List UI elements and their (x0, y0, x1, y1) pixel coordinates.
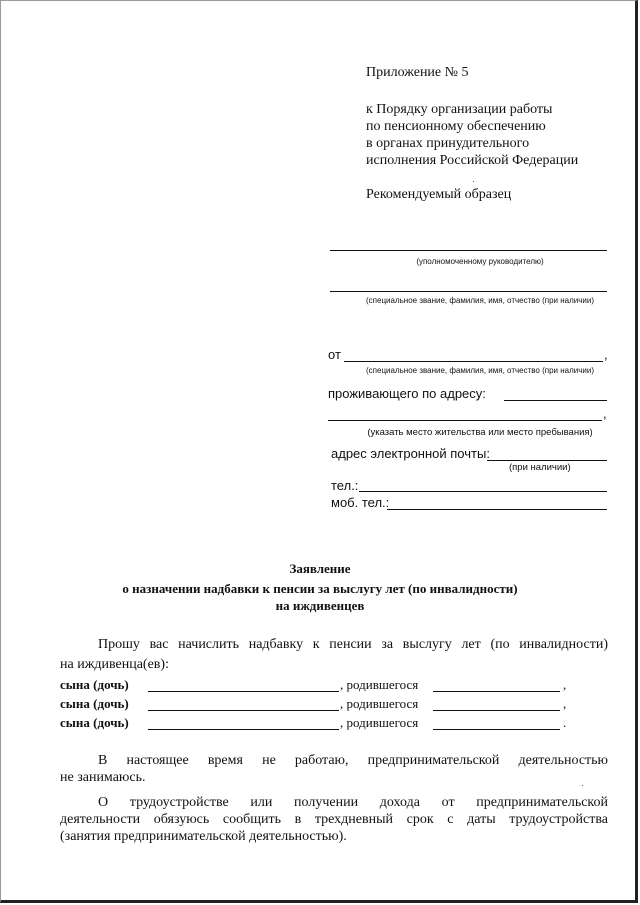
sample-label: Рекомендуемый образец (366, 187, 512, 202)
scan-speck (582, 785, 583, 786)
rank-field[interactable] (330, 291, 607, 292)
dependent-1-date-field[interactable] (433, 691, 560, 692)
order-line-2: по пенсионному обеспечению (366, 119, 546, 134)
email-label: адрес электронной почты: (331, 446, 490, 461)
residence-field-2[interactable] (328, 420, 602, 421)
statement-line-2: не занимаюсь. (60, 770, 146, 785)
rank-caption: (специальное звание, фамилия, имя, отчество (при наличии) (366, 296, 594, 305)
dependent-3-label: сына (дочь) (60, 715, 129, 730)
email-caption: (при наличии) (509, 462, 571, 473)
dependent-2-date-field[interactable] (433, 710, 560, 711)
document-subtitle-2: на иждивенцев (275, 598, 365, 613)
request-text-2: на иждивенца(ев): (60, 657, 169, 672)
dependent-1-name-field[interactable] (148, 691, 339, 692)
order-line-1: к Порядку организации работы (366, 102, 553, 117)
dependent-2-name-field[interactable] (148, 710, 339, 711)
statement-line-1: В настоящее время не работаю, предпринимательской деятельностью (98, 753, 608, 768)
document-subtitle-1: о назначении надбавки к пенсии за выслугу лет (по инвалидности) (122, 581, 518, 596)
scan-speck (473, 181, 474, 182)
order-line-4: исполнения Российской Федерации (366, 153, 579, 168)
obligation-line-1: О трудоустройстве или получении дохода от предпринимательской (98, 795, 608, 810)
dependent-3-born: , родившегося (340, 715, 419, 730)
from-field[interactable] (344, 361, 603, 362)
dependent-3-date-field[interactable] (433, 729, 560, 730)
document-title: Заявление (289, 561, 351, 576)
dependent-1-end: , (563, 677, 567, 692)
dependent-1-born: , родившегося (340, 677, 419, 692)
email-field[interactable] (487, 460, 607, 461)
dependent-2-label: сына (дочь) (60, 696, 129, 711)
order-line-3: в органах принудительного (366, 136, 530, 151)
dependent-2-end: , (563, 696, 567, 711)
head-caption: (уполномоченному руководителю) (416, 257, 544, 266)
mobile-label: моб. тел.: (331, 495, 390, 510)
from-caption: (специальное звание, фамилия, имя, отчество (при наличии) (366, 366, 594, 375)
from-label: от (328, 347, 341, 362)
dependent-1-label: сына (дочь) (60, 677, 129, 692)
residence-caption: (указать место жительства или место пребывания) (367, 427, 593, 438)
mobile-field[interactable] (387, 509, 607, 510)
from-comma: , (604, 347, 608, 362)
dependent-3-end: . (563, 715, 567, 730)
phone-field[interactable] (359, 491, 607, 492)
residence-comma: , (603, 406, 607, 421)
dependent-2-born: , родившегося (340, 696, 419, 711)
obligation-line-2: деятельности обязуюсь сообщить в трехдневный срок с даты трудоустройства (60, 812, 608, 827)
request-text-1: Прошу вас начислить надбавку к пенсии за выслугу лет (по инвалидности) (98, 637, 608, 652)
head-field[interactable] (330, 250, 607, 251)
appendix-number: Приложение № 5 (366, 65, 469, 80)
residence-field-1[interactable] (504, 400, 607, 401)
phone-label: тел.: (331, 478, 359, 493)
residing-label: проживающего по адресу: (328, 386, 486, 401)
dependent-3-name-field[interactable] (148, 729, 339, 730)
obligation-line-3: (занятия предпринимательской деятельностью). (60, 829, 347, 844)
